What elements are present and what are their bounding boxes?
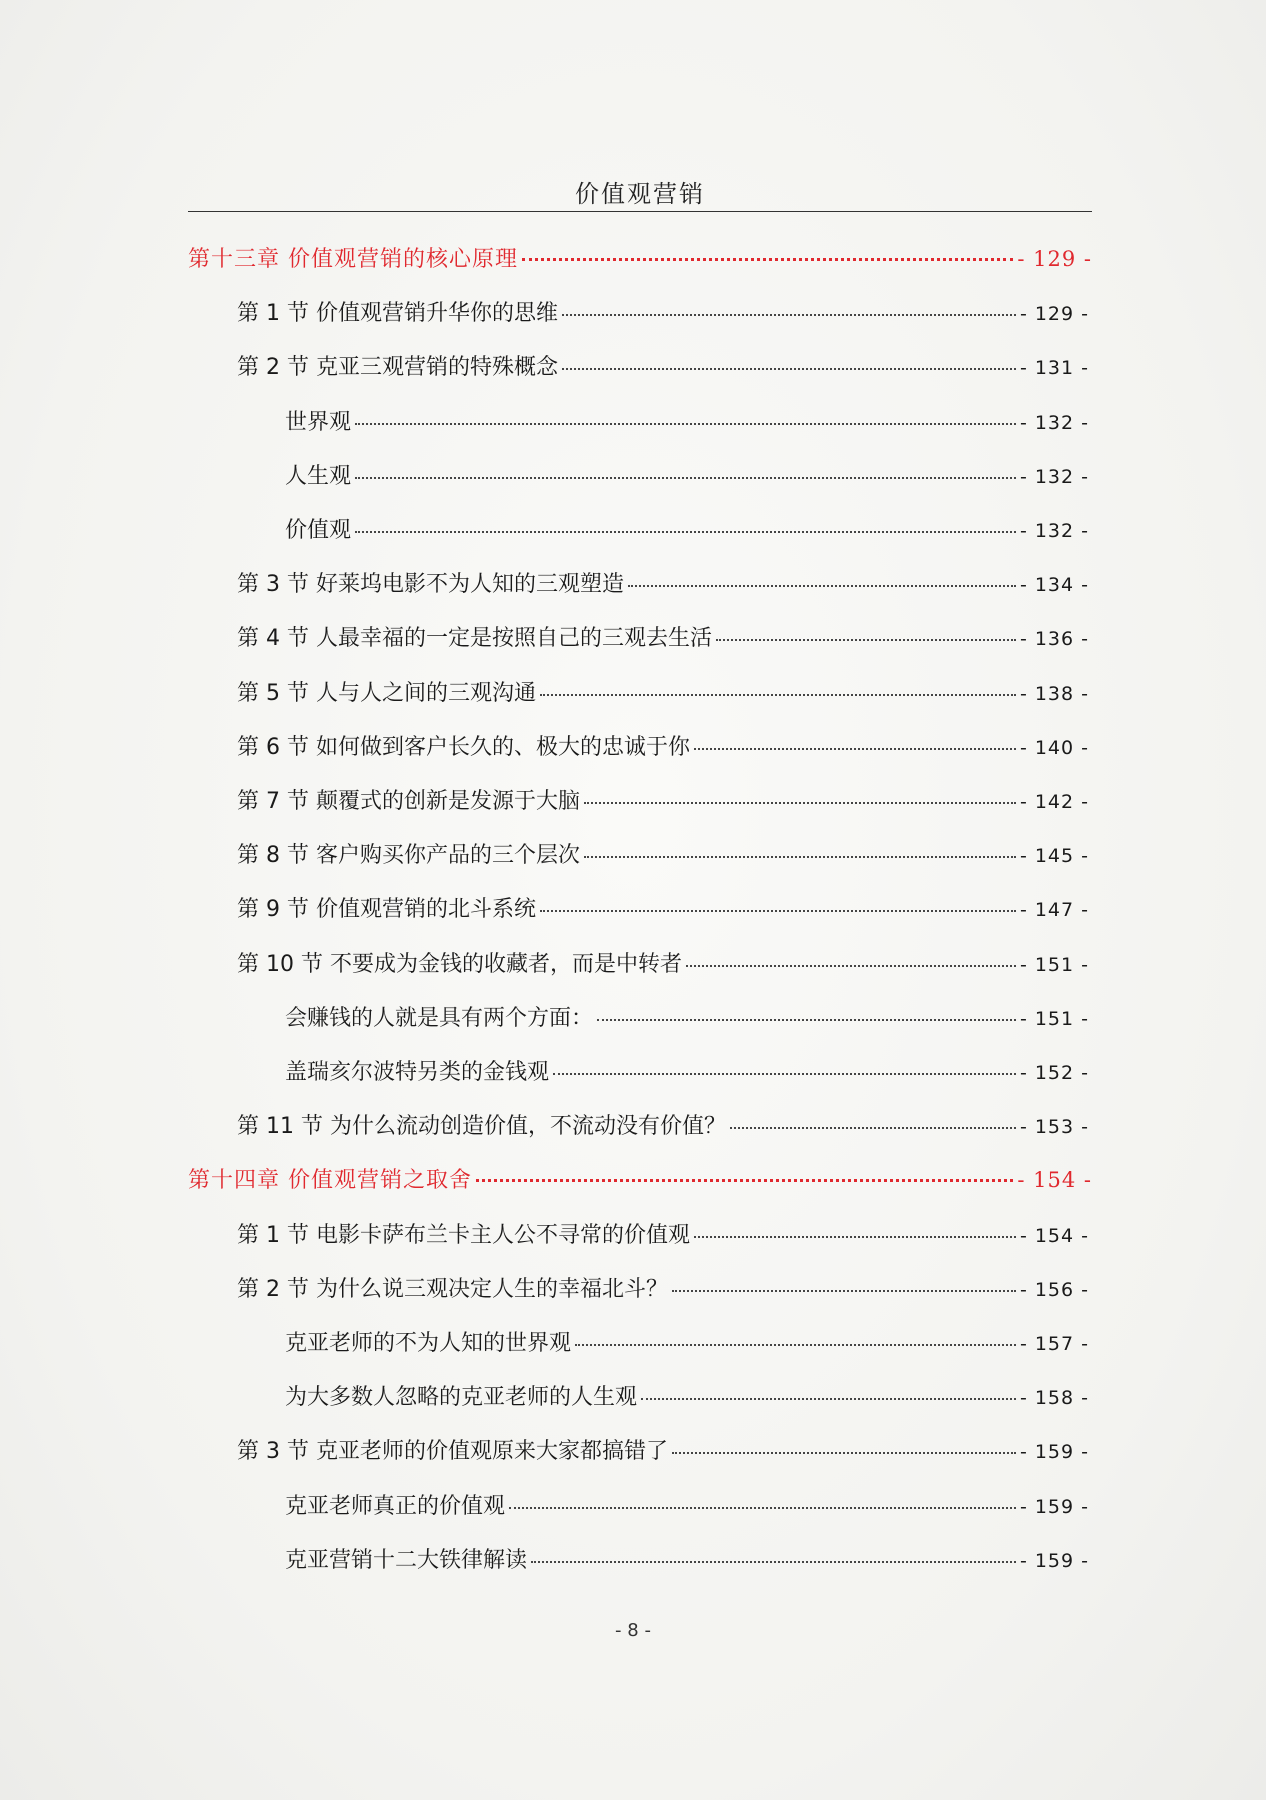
toc-entry-page: - 132 - (1019, 412, 1089, 434)
toc-entry-title: 第 9 节 价值观营销的北斗系统 (237, 897, 536, 922)
toc-entry-title: 第 10 节 不要成为金钱的收藏者，而是中转者 (237, 952, 682, 977)
toc-entry-title: 第 3 节 克亚老师的价值观原来大家都搞错了 (237, 1439, 668, 1464)
dot-leader (355, 531, 1016, 533)
dot-leader (553, 1073, 1016, 1075)
toc-entry-page: - 151 - (1019, 1008, 1089, 1030)
toc-entry-title: 会赚钱的人就是具有两个方面： (285, 1006, 594, 1031)
dot-leader (641, 1398, 1016, 1400)
toc-section-entry[interactable] (237, 784, 1089, 815)
toc-subsection-entry[interactable] (285, 1055, 1089, 1086)
dot-leader (584, 856, 1016, 858)
dot-leader (476, 1179, 1013, 1182)
toc-entry-page: - 158 - (1019, 1387, 1089, 1409)
toc-section-entry[interactable] (237, 350, 1089, 381)
toc-subsection-entry[interactable] (285, 1326, 1089, 1357)
toc-entry-title: 价值观 (285, 518, 352, 543)
toc-entry-title: 世界观 (285, 410, 352, 435)
toc-entry-title: 第 8 节 客户购买你产品的三个层次 (237, 843, 580, 868)
dot-leader (694, 1236, 1016, 1238)
dot-leader (355, 477, 1016, 479)
toc-entry-title: 第 1 节 价值观营销升华你的思维 (237, 301, 558, 326)
dot-leader (628, 585, 1016, 587)
toc-entry-page: - 152 - (1019, 1062, 1089, 1084)
toc-section-entry[interactable] (237, 567, 1089, 598)
toc-entry-page: - 157 - (1019, 1333, 1089, 1355)
dot-leader (355, 423, 1016, 425)
page-number: - 8 - (615, 1620, 651, 1641)
toc-entry-title: 克亚营销十二大铁律解读 (285, 1548, 528, 1573)
toc-entry-title: 克亚老师真正的价值观 (285, 1494, 506, 1519)
toc-entry-title: 第 1 节 电影卡萨布兰卡主人公不寻常的价值观 (237, 1223, 690, 1248)
toc-section-entry[interactable] (237, 838, 1089, 869)
dot-leader (716, 639, 1016, 641)
toc-entry-page: - 129 - (1017, 247, 1092, 271)
dot-leader (672, 1290, 1016, 1292)
toc-subsection-entry[interactable] (285, 405, 1089, 436)
toc-section-entry[interactable] (237, 730, 1089, 761)
toc-subsection-entry[interactable] (285, 459, 1089, 490)
toc-entry-page: - 159 - (1019, 1550, 1089, 1572)
toc-entry-page: - 129 - (1019, 303, 1089, 325)
toc-entry-title: 第 6 节 如何做到客户长久的、极大的忠诚于你 (237, 735, 690, 760)
toc-entry-page: - 132 - (1019, 466, 1089, 488)
toc-entry-title: 第 2 节 克亚三观营销的特殊概念 (237, 355, 558, 380)
toc-entry-title: 第 4 节 人最幸福的一定是按照自己的三观去生活 (237, 626, 712, 651)
toc-entry-title: 第 7 节 颠覆式的创新是发源于大脑 (237, 789, 580, 814)
toc-entry-title: 第 2 节 为什么说三观决定人生的幸福北斗？ (237, 1277, 668, 1302)
toc-entry-title: 第 5 节 人与人之间的三观沟通 (237, 681, 536, 706)
toc-section-entry[interactable] (237, 1109, 1089, 1140)
toc-section-entry[interactable] (237, 1272, 1089, 1303)
dot-leader (672, 1452, 1016, 1454)
toc-entry-page: - 154 - (1019, 1225, 1089, 1247)
toc-chapter-entry[interactable] (188, 242, 1092, 273)
dot-leader (730, 1127, 1016, 1129)
toc-entry-title: 盖瑞亥尔波特另类的金钱观 (285, 1060, 550, 1085)
dot-leader (686, 965, 1016, 967)
dot-leader (531, 1561, 1016, 1563)
toc-entry-page: - 151 - (1019, 954, 1089, 976)
toc-entry-page: - 131 - (1019, 357, 1089, 379)
dot-leader (694, 748, 1016, 750)
toc-entry-title: 人生观 (285, 464, 352, 489)
header-rule (188, 211, 1092, 212)
toc-entry-page: - 142 - (1019, 791, 1089, 813)
dot-leader (562, 368, 1016, 370)
toc-chapter-entry[interactable] (188, 1163, 1092, 1194)
toc-entry-page: - 132 - (1019, 520, 1089, 542)
toc-section-entry[interactable] (237, 1434, 1089, 1465)
dot-leader (597, 1019, 1016, 1021)
toc-subsection-entry[interactable] (285, 1489, 1089, 1520)
toc-entry-title: 第十三章 价值观营销的核心原理 (188, 247, 518, 272)
toc-entry-title: 第 11 节 为什么流动创造价值，不流动没有价值？ (237, 1114, 726, 1139)
toc-entry-page: - 136 - (1019, 628, 1089, 650)
toc-section-entry[interactable] (237, 621, 1089, 652)
dot-leader (540, 910, 1016, 912)
toc-entry-title: 第 3 节 好莱坞电影不为人知的三观塑造 (237, 572, 624, 597)
toc-entry-page: - 156 - (1019, 1279, 1089, 1301)
toc-section-entry[interactable] (237, 947, 1089, 978)
toc-entry-title: 第十四章 价值观营销之取舍 (188, 1168, 472, 1193)
toc-subsection-entry[interactable] (285, 513, 1089, 544)
dot-leader (540, 694, 1016, 696)
dot-leader (562, 314, 1016, 316)
toc-entry-title: 为大多数人忽略的克亚老师的人生观 (285, 1385, 638, 1410)
toc-entry-page: - 159 - (1019, 1496, 1089, 1518)
toc-entry-page: - 138 - (1019, 683, 1089, 705)
toc-section-entry[interactable] (237, 676, 1089, 707)
dot-leader (575, 1344, 1016, 1346)
toc-section-entry[interactable] (237, 1218, 1089, 1249)
toc-entry-page: - 147 - (1019, 899, 1089, 921)
dot-leader (522, 258, 1013, 261)
toc-subsection-entry[interactable] (285, 1001, 1089, 1032)
toc-subsection-entry[interactable] (285, 1543, 1089, 1574)
dot-leader (509, 1507, 1016, 1509)
toc-entry-page: - 159 - (1019, 1441, 1089, 1463)
toc-entry-page: - 153 - (1019, 1116, 1089, 1138)
toc-entry-title: 克亚老师的不为人知的世界观 (285, 1331, 572, 1356)
running-header: 价值观营销 (575, 180, 705, 208)
toc-entry-page: - 154 - (1017, 1168, 1092, 1192)
toc-subsection-entry[interactable] (285, 1380, 1089, 1411)
dot-leader (584, 802, 1016, 804)
toc-entry-page: - 145 - (1019, 845, 1089, 867)
toc-section-entry[interactable] (237, 892, 1089, 923)
toc-entry-page: - 140 - (1019, 737, 1089, 759)
toc-entry-page: - 134 - (1019, 574, 1089, 596)
toc-section-entry[interactable] (237, 296, 1089, 327)
